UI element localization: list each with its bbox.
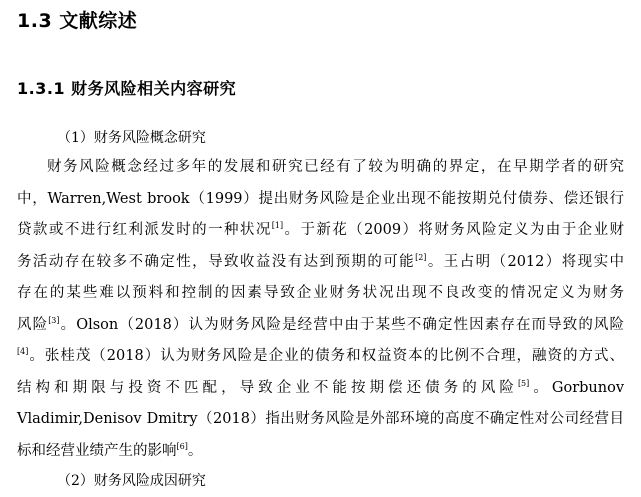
paragraph-line — [17, 373, 624, 405]
paragraph-text: 务活动存在较多不确定性，导致收益没有达到预期的可能 — [17, 253, 416, 270]
paragraph-line — [17, 278, 624, 310]
paragraph-text: 贷款或不进行红利派发时的一种状况 — [17, 222, 272, 238]
paragraph-line — [17, 436, 624, 468]
subheading-causes: （2）财务风险成因研究 — [57, 473, 206, 489]
paragraph-text: 。Gorbunov — [529, 379, 625, 396]
paragraph-line — [17, 310, 624, 342]
citation-ref: [2] — [415, 252, 427, 262]
subsection-heading: 1.3.1 财务风险相关内容研究 — [17, 79, 237, 98]
body-paragraph — [17, 152, 624, 467]
paragraph-line — [17, 341, 624, 373]
paragraph-text: 。王占明（2012）将现实中 — [426, 253, 624, 270]
paragraph-text: 标和经营业绩产生的影响 — [17, 442, 177, 459]
citation-ref: [5] — [517, 378, 530, 388]
section-heading: 1.3 文献综述 — [17, 10, 138, 32]
paragraph-text: 。于新花（2009）将财务风险定义为由于企业财 — [283, 222, 624, 238]
citation-ref: [4] — [17, 347, 29, 356]
paragraph-text: 中，Warren,West brook（1999）提出财务风险是企业出现不能按期兑付债券、偿还银行 — [17, 190, 624, 207]
paragraph-text: 结构和期限与投资不匹配，导致企业不能按期偿还债务的风险 — [17, 379, 518, 396]
citation-ref: [6] — [176, 441, 188, 451]
paragraph-text: 存在的某些难以预料和控制的因素导致企业财务状况出现不良改变的情况定义为财务 — [17, 285, 624, 301]
subheading-concept: （1）财务风险概念研究 — [57, 130, 206, 146]
paragraph-line — [17, 247, 624, 279]
paragraph-line — [17, 152, 624, 184]
paragraph-text: 。Olson（2018）认为财务风险是经营中由于某些不确定性因素存在而导致的风险 — [59, 316, 624, 333]
citation-ref: [1] — [271, 221, 284, 230]
paragraph-text: Vladimir,Denisov Dmitry（2018）指出财务风险是外部环境的高度不确定性对公司经营目 — [17, 411, 624, 427]
paragraph-text: 。 — [187, 442, 203, 459]
citation-ref: [3] — [48, 315, 60, 325]
paragraph-line — [17, 215, 624, 247]
paragraph-text: 风险 — [17, 316, 49, 333]
paragraph-text: 。张桂茂（2018）认为财务风险是企业的债务和权益资本的比例不合理，融资的方式、 — [28, 348, 624, 364]
paragraph-line — [17, 404, 624, 436]
paragraph-text: 财务风险概念经过多年的发展和研究已经有了较为明确的界定，在早期学者的研究 — [47, 159, 624, 175]
paragraph-line — [17, 184, 624, 216]
